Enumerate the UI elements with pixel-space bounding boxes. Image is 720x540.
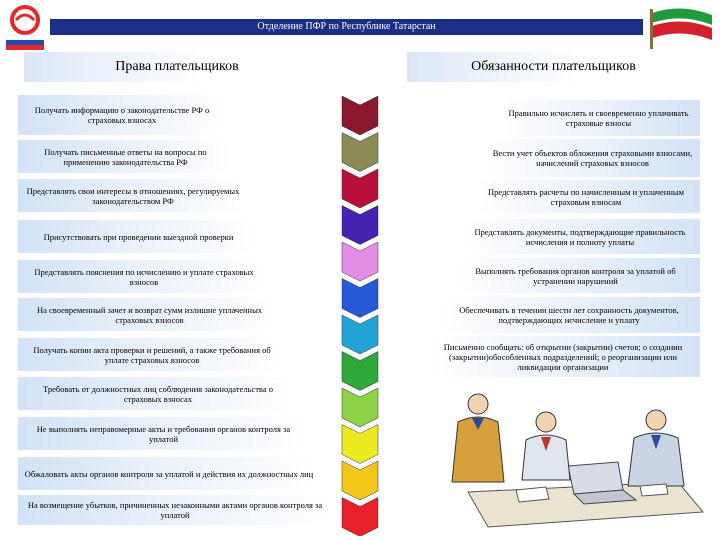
duties-header: Обязанности плательщиков — [407, 52, 700, 82]
duty-item: Представлять расчеты по начисленным и уплаченным страховым взносам — [472, 180, 700, 213]
arrow-segment — [342, 315, 378, 354]
right-item: Представлять пояснения по исчислению и уплате страховых взносов — [18, 260, 270, 293]
duty-item: Обеспечивать в течении шести лет сохранность документов, подтверждающих исчисление и уплату — [438, 297, 700, 333]
right-item: Получать информацию о законодательстве РФ о страховых взносах — [18, 95, 226, 135]
arrow-segment — [342, 133, 378, 172]
duty-item: Правильно исчислять и своевременно уплачивать страховые взносы — [497, 100, 700, 136]
duty-item: Представлять документы, подтверждающие правильность исчисления и полноту уплаты — [460, 219, 700, 254]
arrow-segment — [342, 388, 378, 427]
arrow-segment — [342, 206, 378, 245]
right-item: На возмещение убытков, причиненных незаконными актами органов контроля за уплатой — [18, 495, 332, 525]
arrow-segment — [342, 461, 378, 500]
right-item: Получать письменные ответы на вопросы по применению законодательства РФ — [18, 140, 233, 173]
duty-item: Выполнять требования органов контроля за уплатой об устранении нарушений — [451, 258, 700, 293]
right-item: Присутствовать при проведении выездной проверки — [18, 220, 259, 253]
duty-item: Письменно сообщать: об открытии (закрытии) счетов; о создании (закрытии)обособленных подразделений; о реорганизации или ликвидации организации — [426, 336, 700, 377]
rights-header: Права плательщиков — [24, 52, 330, 82]
arrow-segment — [342, 352, 378, 391]
tatarstan-flag-icon — [646, 3, 716, 51]
arrow-segment — [342, 96, 378, 135]
right-item: Обжаловать акты органов контроля за уплатой и действия их должностных лиц — [18, 457, 320, 490]
arrow-segment — [342, 498, 378, 537]
arrow-segment — [342, 242, 378, 281]
duty-item: Вести учет объектов обложения страховыми взносами, начислений страховых взносов — [485, 139, 700, 177]
arrow-segment — [342, 279, 378, 318]
pfr-logo-icon — [4, 3, 46, 53]
page-banner: Отделение ПФР по Республике Татарстан — [50, 19, 643, 35]
arrow-segment — [342, 169, 378, 208]
arrow-column — [341, 96, 379, 536]
right-item: Требовать от должностных лиц соблюдения законодательства о страховых взносах — [18, 377, 298, 410]
right-item: Представлять свои интересы в отношениях, регулируемых законодательством РФ — [18, 179, 248, 212]
right-item: Получать копии акта проверки и решений, а также требования об уплате страховых взносов — [18, 338, 286, 371]
office-workers-illustration — [428, 382, 718, 534]
right-item: На своевременный зачет и возврат сумм излишне уплаченных страховых взносов — [18, 298, 281, 331]
arrow-segment — [342, 425, 378, 464]
right-item: Не выполнять неправомерные акты и требования органов контроля за уплатой — [18, 417, 309, 450]
